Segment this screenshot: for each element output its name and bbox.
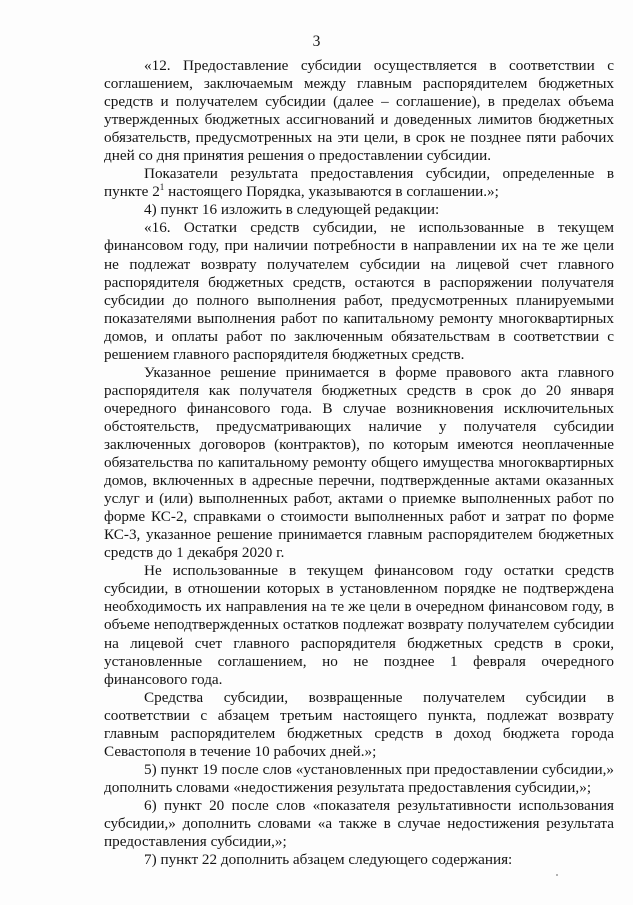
paragraph-item-5: 5) пункт 19 после слов «установленных при предоставлении субсидии,» дополнить словами «недостижения результата предоставления субсидии,»;	[104, 760, 614, 796]
paragraph-item-4: 4) пункт 16 изложить в следующей редакции:	[144, 201, 440, 219]
paragraph-clause-16: «16. Остатки средств субсидии, не использованные в текущем финансовом году, при наличии потребности в направлении их на те же цели не подлежат возврату получателем субсидии на лицевой счет главного распорядителя бюджетных средств, остаются в распоряжении получателя субсидии до полного выполнения работ, предусмотренных планируемыми показателями выполнения работ по капитальному ремонту многоквартирных домов, и оплаты работ по заключенным обязательствам в соответствии с решением главного распорядителя бюджетных средств.	[104, 219, 614, 363]
paragraph-result-indicators	[104, 165, 614, 201]
paragraph-decision: Указанное решение принимается в форме правового акта главного распорядителя как получателя бюджетных средств в срок до 20 января очередного финансового года. В случае возникновения исключительных обстоятельств, предусматривающих наличие у получателя субсидии заключенных договоров (контрактов), по которым имеются неоплаченные обязательства по капитальному ремонту общего имущества многоквартирных домов, включенных в адресные перечни, подтвержденные актами оказанных услуг и (или) выполненных работ, актами о приемке выполненных работ по форме КС-2, справками о стоимости выполненных работ и затрат по форме КС-3, указанное решение принимается главным распорядителем бюджетных средств до 1 декабря 2020 г.	[104, 363, 614, 562]
scan-speck	[556, 874, 558, 876]
paragraph-item-6: 6) пункт 20 после слов «показателя результативности использования субсидии,» дополнить словами «а также в случае недостижения результата предоставления субсидии,»;	[104, 796, 614, 851]
document-body	[104, 57, 614, 869]
paragraph-clause-12: «12. Предоставление субсидии осуществляется в соответствии с соглашением, заключаемым между главным распорядителем бюджетных средств и получателем субсидии (далее – соглашение), в пределах объема утвержденных бюджетных ассигнований и доведенных лимитов бюджетных обязательств, предусмотренных на эти цели, в срок не позднее пяти рабочих дней со дня принятия решения о предоставлении субсидии.	[104, 57, 614, 165]
paragraph-item-7: 7) пункт 22 дополнить абзацем следующего содержания:	[144, 851, 513, 869]
paragraph-returned-funds: Средства субсидии, возвращенные получателем субсидии в соответствии с абзацем третьим настоящего пункта, подлежат возврату главным распорядителем бюджетных средств в доход бюджета города Севастополя в течение 10 рабочих дней.»;	[104, 688, 614, 760]
superscript: 1	[159, 182, 165, 193]
paragraph-text: Показатели результата предоставления субсидии, определенные в пункте 2	[104, 165, 614, 201]
paragraph-unused-balances: Не использованные в текущем финансовом году остатки средств субсидии, в отношении которых в установленном порядке не подтверждена необходимость их направления на те же цели в очередном финансовом году, в объеме неподтвержденных остатков подлежат возврату получателем субсидии на лицевой счет главного распорядителя бюджетных средств в сроки, установленные соглашением, но не позднее 1 февраля очередного финансового года.	[104, 562, 614, 688]
paragraph-text: настоящего Порядка, указываются в соглашении.»;	[164, 183, 499, 201]
page-number: 3	[312, 33, 321, 50]
